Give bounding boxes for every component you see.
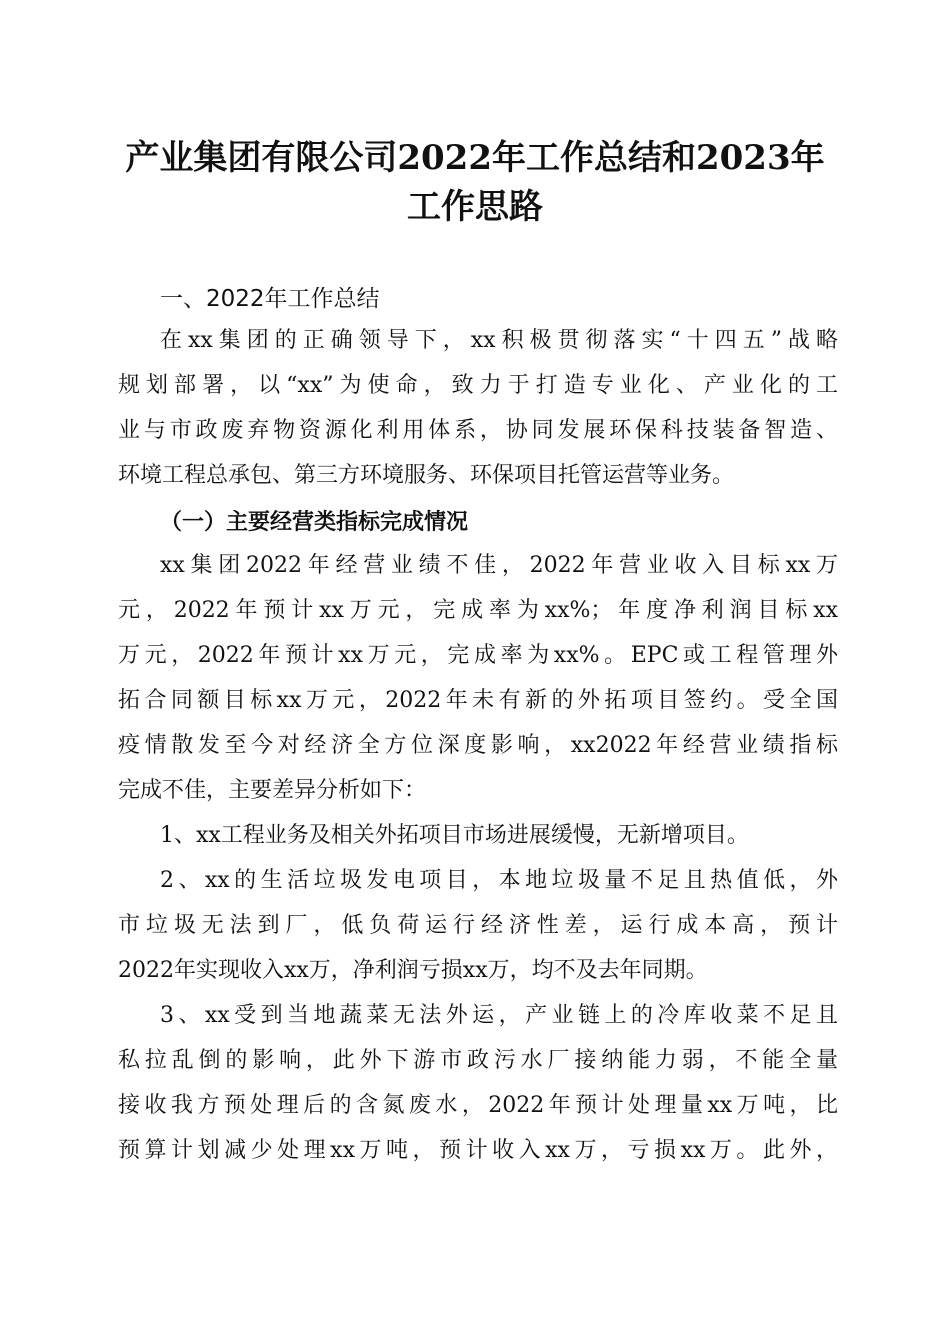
paragraph-intro-line: 规划部署，以“xx”为使命，致力于打造专业化、产业化的工 [118,373,838,398]
paragraph-performance-line: xx集团2022年经营业绩不佳，2022年营业收入目标xx万 [160,553,838,578]
paragraph-performance-line: 完成不佳，主要差异分析如下： [118,778,427,803]
list-item-3-line: 私拉乱倒的影响，此外下游市政污水厂接纳能力弱，不能全量 [118,1048,838,1073]
subsection-heading-indicators: （一）主要经营类指标完成情况 [160,509,469,535]
list-item-2-line: 2022年实现收入xx万，净利润亏损xx万，均不及去年同期。 [118,958,708,983]
document-title-line-2: 工作思路 [407,187,543,227]
list-item-3-line: 3、xx受到当地蔬菜无法外运，产业链上的冷库收菜不足且 [160,1003,838,1028]
section-heading-2022-summary: 一、2022年工作总结 [160,286,380,312]
paragraph-performance-line: 拓合同额目标xx万元，2022年未有新的外拓项目签约。受全国 [118,688,838,713]
document-title-line-1: 产业集团有限公司2022年工作总结和2023年 [125,138,825,178]
list-item-3-line: 预算计划减少处理xx万吨，预计收入xx万，亏损xx万。此外， [118,1138,838,1163]
paragraph-intro-line: 环境工程总承包、第三方环境服务、环保项目托管运营等业务。 [118,463,735,488]
list-item-1: 1、xx工程业务及相关外拓项目市场进展缓慢，无新增项目。 [160,823,749,848]
paragraph-intro-line: 在xx集团的正确领导下，xx积极贯彻落实“十四五”战略 [160,328,838,353]
list-item-2-line: 市垃圾无法到厂，低负荷运行经济性差，运行成本高，预计 [118,913,838,938]
paragraph-performance-line: 疫情散发至今对经济全方位深度影响，xx2022年经营业绩指标 [118,733,838,758]
paragraph-intro-line: 业与市政废弃物资源化利用体系，协同发展环保科技装备智造、 [118,418,838,443]
list-item-2-line: 2、xx的生活垃圾发电项目，本地垃圾量不足且热值低，外 [160,868,838,893]
paragraph-performance-line: 元，2022年预计xx万元，完成率为xx%；年度净利润目标xx [118,598,838,623]
paragraph-performance-line: 万元，2022年预计xx万元，完成率为xx%。EPC或工程管理外 [118,643,838,668]
list-item-3-line: 接收我方预处理后的含氮废水，2022年预计处理量xx万吨，比 [118,1093,838,1118]
